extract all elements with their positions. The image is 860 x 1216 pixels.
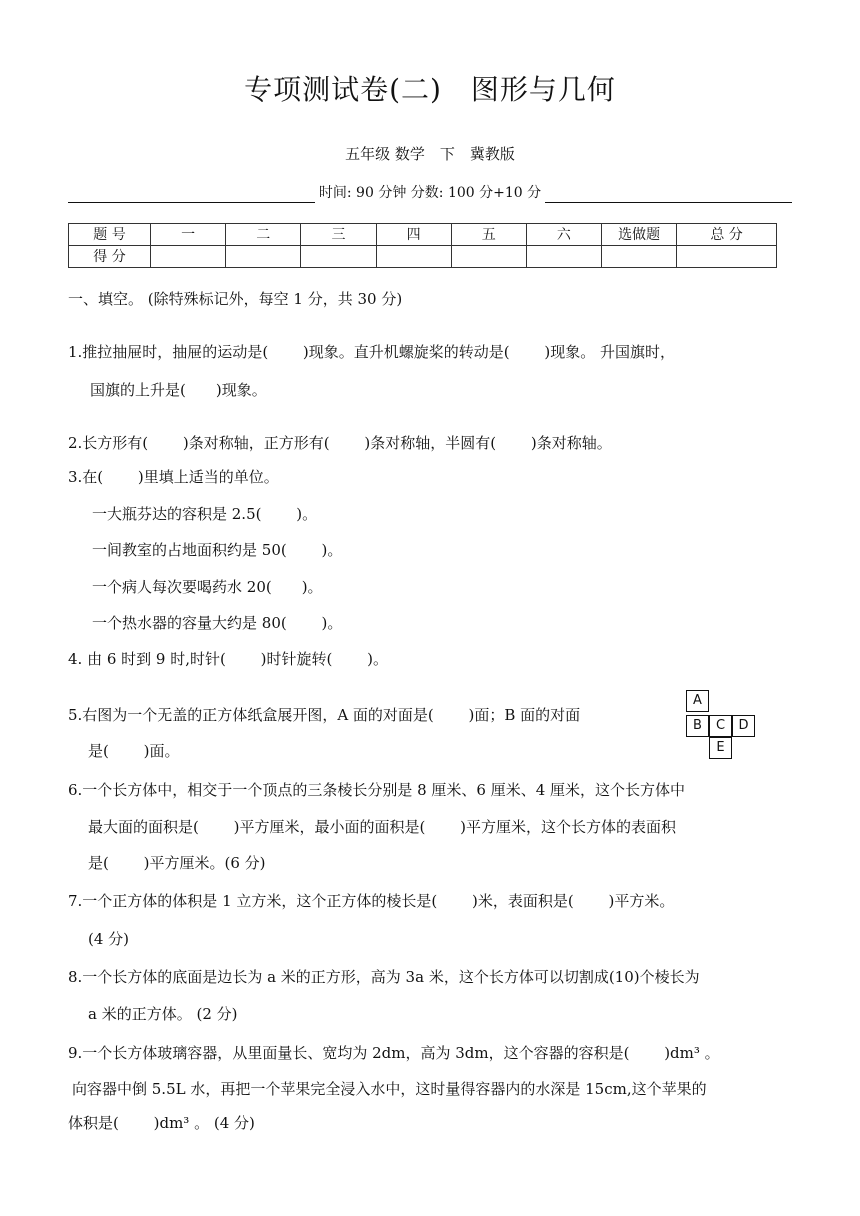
question-2: 2.长方形有( )条对称轴，正方形有( )条对称轴，半圆有( )条对称轴。 — [68, 434, 612, 452]
table-cell: 选做题 — [602, 224, 677, 246]
table-cell: 一 — [151, 224, 226, 246]
question-9-line-3: 体积是( )dm³ 。 (4 分) — [68, 1114, 255, 1132]
score-blank-cell[interactable] — [301, 246, 376, 268]
page-subtitle: 五年级 数学 下 冀教版 — [345, 145, 515, 163]
score-blank-line — [545, 184, 792, 203]
question-1-line-1: 1.推拉抽屉时，抽屉的运动是( )现象。直升机螺旋桨的转动是( )现象。 升国旗时， — [68, 343, 676, 361]
section-heading: 一、填空。 (除特殊标记外，每空 1 分，共 30 分) — [68, 290, 403, 308]
exam-time-score: 时间: 90 分钟 分数: 100 分+10 分 — [318, 185, 542, 201]
question-5-line-1: 5.右图为一个无盖的正方体纸盒展开图，A 面的对面是( )面；B 面的对面 — [68, 706, 581, 724]
table-cell: 四 — [376, 224, 451, 246]
score-blank-cell[interactable] — [226, 246, 301, 268]
question-5-line-2: 是( )面。 — [88, 742, 180, 760]
table-cell: 二 — [226, 224, 301, 246]
cube-net-diagram — [686, 690, 762, 762]
table-cell: 五 — [451, 224, 526, 246]
score-table-header-row — [69, 224, 777, 246]
question-1-line-2: 国旗的上升是( )现象。 — [90, 381, 267, 399]
question-7-line-2: (4 分) — [88, 930, 130, 948]
table-cell: 三 — [301, 224, 376, 246]
net-face-a: A — [686, 690, 709, 712]
net-face-e: E — [709, 737, 732, 759]
table-cell: 总 分 — [677, 224, 777, 246]
question-6-line-2: 最大面的面积是( )平方厘米，最小面的面积是( )平方厘米，这个长方体的表面积 — [88, 818, 676, 836]
question-3-item-b: 一间教室的占地面积约是 50( )。 — [92, 541, 343, 559]
score-blank-cell[interactable] — [451, 246, 526, 268]
table-cell: 题 号 — [69, 224, 151, 246]
question-7-line-1: 7.一个正方体的体积是 1 立方米，这个正方体的棱长是( )米，表面积是( )平方米。 — [68, 892, 675, 910]
question-4: 4. 由 6 时到 9 时,时针( )时针旋转( )。 — [68, 650, 388, 668]
question-3-item-d: 一个热水器的容量大约是 80( )。 — [92, 614, 343, 632]
score-blank-cell[interactable] — [526, 246, 601, 268]
question-8-line-2: a 米的正方体。 (2 分) — [88, 1005, 238, 1023]
question-3-item-c: 一个病人每次要喝药水 20( )。 — [92, 578, 323, 596]
table-cell: 得 分 — [69, 246, 151, 268]
table-cell: 六 — [526, 224, 601, 246]
page-title: 专项测试卷(二) 图形与几何 — [244, 73, 616, 106]
net-face-d: D — [732, 715, 755, 737]
exam-info-line — [68, 183, 792, 203]
question-8-line-1: 8.一个长方体的底面是边长为 a 米的正方形，高为 3a 米，这个长方体可以切割成(10)个棱长为 — [68, 968, 700, 986]
score-blank-cell[interactable] — [602, 246, 677, 268]
score-table — [68, 223, 777, 268]
name-blank-line — [68, 184, 315, 203]
question-3-item-a: 一大瓶芬达的容积是 2.5( )。 — [92, 505, 318, 523]
question-9-line-2: 向容器中倒 5.5L 水，再把一个苹果完全浸入水中，这时量得容器内的水深是 15cm,这个苹果的 — [72, 1080, 707, 1098]
score-blank-cell[interactable] — [376, 246, 451, 268]
score-table-score-row — [69, 246, 777, 268]
question-9-line-1: 9.一个长方体玻璃容器，从里面量长、宽均为 2dm，高为 3dm，这个容器的容积是( )dm³ 。 — [68, 1044, 720, 1062]
question-6-line-1: 6.一个长方体中，相交于一个顶点的三条棱长分别是 8 厘米、6 厘米、4 厘米，这个长方体中 — [68, 781, 686, 799]
net-face-b: B — [686, 715, 709, 737]
score-blank-cell[interactable] — [151, 246, 226, 268]
score-blank-cell[interactable] — [677, 246, 777, 268]
net-face-c: C — [709, 715, 732, 737]
question-3-line-1: 3.在( )里填上适当的单位。 — [68, 468, 279, 486]
question-6-line-3: 是( )平方厘米。(6 分) — [88, 854, 266, 872]
